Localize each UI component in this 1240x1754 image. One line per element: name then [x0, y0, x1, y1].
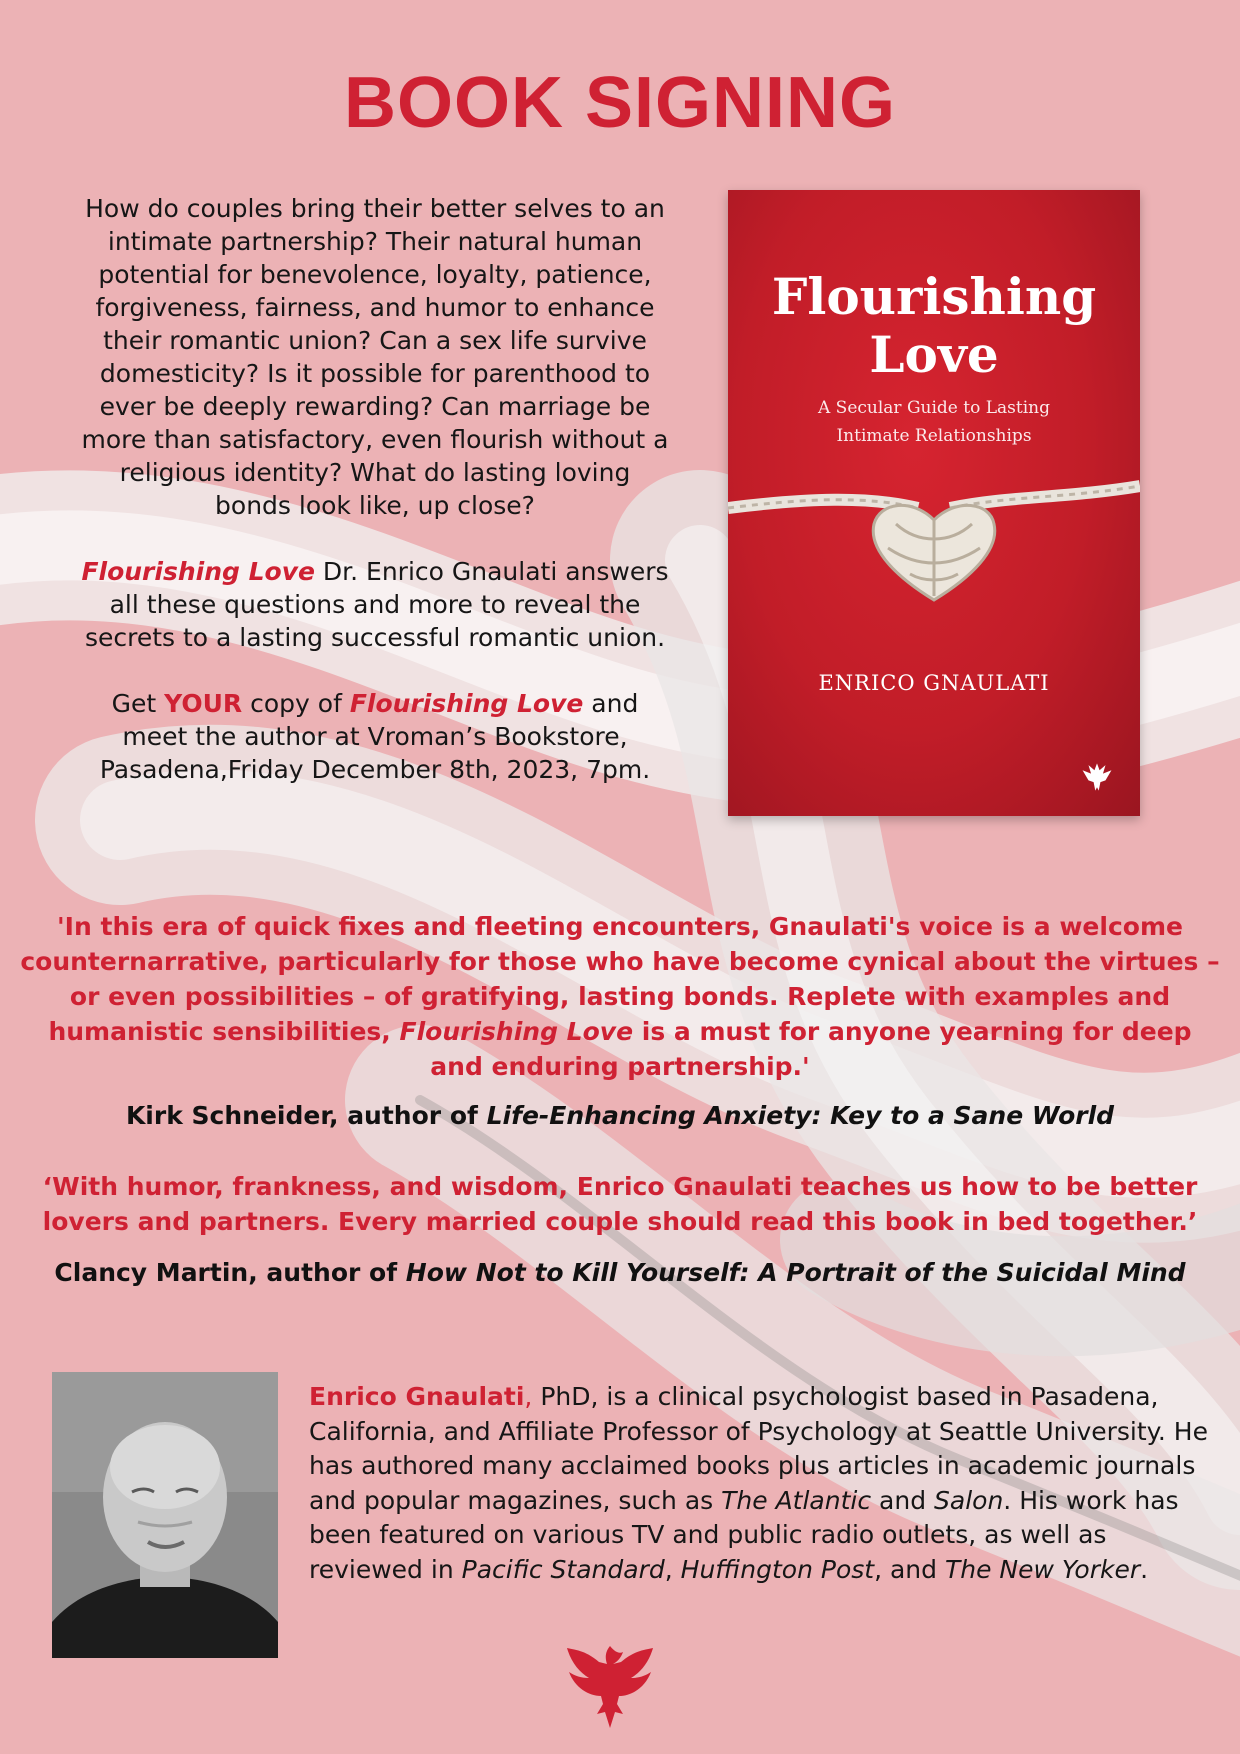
book-cover-title	[728, 268, 1140, 384]
quote1-text-start: 'In this era of quick fixes and fleeting encounters, Gnaulati's voice is a welcome counternarrative, particularly for those who have become cynical about the virtues – or even possibilities – of gratifying, lasting bonds. Replete with examples and humanistic sensibilities,	[20, 912, 1220, 1046]
quote1-book-title: Flourishing Love	[399, 1017, 634, 1046]
bio-text-5: , and	[874, 1554, 945, 1584]
intro-paragraph-summary	[80, 555, 670, 654]
bio-comma: ,	[524, 1382, 533, 1411]
attribution1-author: Kirk Schneider, author of	[125, 1101, 487, 1130]
attribution2-book: How Not to Kill Yourself: A Portrait of the Suicidal Mind	[405, 1258, 1186, 1287]
attribution-kirk-schneider	[20, 1101, 1220, 1130]
book-cover-title-line2: Love	[869, 325, 999, 384]
publication-new-yorker: The New Yorker	[944, 1554, 1141, 1584]
bio-text-3: . His work has been featured on various TV and public radio outlets, as well as reviewed in	[309, 1485, 1179, 1584]
event-text-get: Get	[111, 689, 165, 718]
author-bio	[309, 1380, 1209, 1587]
intro-text	[80, 192, 670, 819]
book-cover-subtitle	[788, 394, 1080, 450]
event-details: and meet the author at Vroman’s Bookstore, Pasadena,Friday December 8th, 2023, 7pm.	[99, 689, 651, 784]
bio-text-2: and	[871, 1485, 935, 1515]
book-cover-author: ENRICO GNAULATI	[818, 671, 1050, 695]
bio-text-6: .	[1140, 1554, 1149, 1584]
rope-heart-knot-icon	[728, 478, 1140, 618]
quote-kirk-schneider	[20, 909, 1220, 1084]
intro-paragraph-event	[80, 687, 670, 786]
book-cover-title-line1: Flourishing	[771, 267, 1097, 326]
phoenix-icon	[1080, 760, 1114, 794]
author-photo	[52, 1372, 278, 1658]
quote-clancy-martin: ‘With humor, frankness, and wisdom, Enrico Gnaulati teaches us how to be better lovers and partners. Every married couple should read this book in bed together.’	[42, 1172, 1198, 1236]
publication-salon: Salon	[934, 1485, 1004, 1515]
attribution2-author: Clancy Martin, author of	[54, 1258, 406, 1287]
author-portrait-icon	[52, 1372, 278, 1658]
phoenix-icon	[565, 1644, 655, 1730]
summary-text: Dr. Enrico Gnaulati answers all these questions and more to reveal the secrets to a lasting successful romantic union.	[84, 557, 669, 652]
book-cover	[728, 190, 1140, 816]
bio-text-1: PhD, is a clinical psychologist based in Pasadena, California, and Affiliate Professor of Psychology at Seattle University. He has authored many acclaimed books plus articles in academic journals and popular magazines, such as	[309, 1382, 1208, 1515]
book-cover-subtitle-line2: Intimate Relationships	[836, 426, 1032, 446]
book-title-mention: Flourishing Love	[349, 689, 584, 718]
book-cover-subtitle-line1: A Secular Guide to Lasting	[818, 398, 1050, 418]
book-title-mention: Flourishing Love	[81, 557, 315, 586]
attribution-clancy-martin	[20, 1258, 1220, 1287]
publication-pacific-standard: Pacific Standard	[461, 1554, 665, 1584]
publication-huffington-post: Huffington Post	[680, 1554, 875, 1584]
event-text-copy: copy of	[242, 689, 350, 718]
publication-atlantic: The Atlantic	[721, 1485, 872, 1515]
event-text-your: YOUR	[164, 689, 243, 718]
bio-text-4: ,	[664, 1554, 681, 1584]
intro-paragraph-questions: How do couples bring their better selves to an intimate partnership? Their natural human potential for benevolence, loyalty, patience, forgiveness, fairness, and humor to enhance their romantic union? Can a sex life survive domesticity? Is it possible for parenthood to ever be deeply rewarding? Can marriage be more than satisfactory, even flourish without a religious identity? What do lasting loving bonds look like, up close?	[81, 194, 669, 520]
quote1-text-end: is a must for anyone yearning for deep and enduring partnership.'	[430, 1017, 1192, 1081]
author-name: Enrico Gnaulati	[309, 1382, 525, 1411]
page-title: BOOK SIGNING	[343, 63, 897, 143]
attribution1-book: Life-Enhancing Anxiety: Key to a Sane World	[486, 1101, 1115, 1130]
